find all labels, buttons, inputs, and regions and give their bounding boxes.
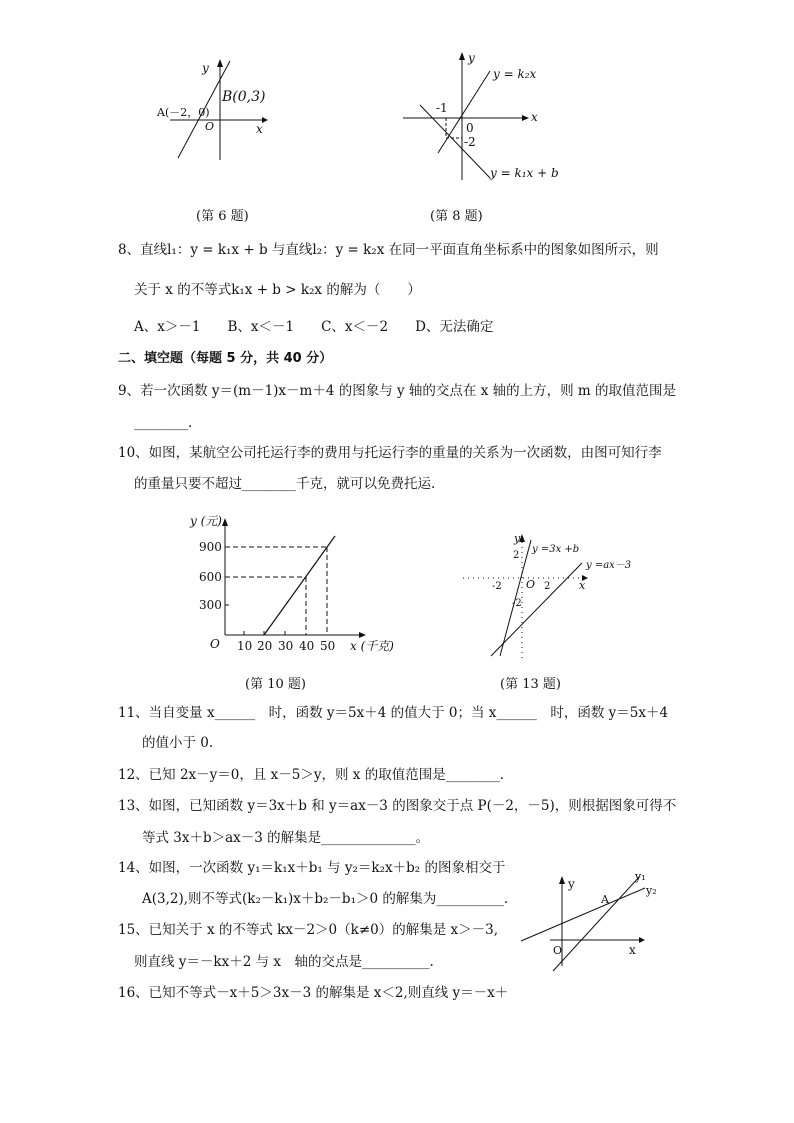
line-y1 — [553, 876, 640, 971]
figure-8 — [398, 48, 568, 188]
fig6-caption: (第 6 题) — [196, 209, 249, 224]
y-axis-arrow — [459, 52, 465, 60]
point-a-label: A — [601, 893, 609, 906]
y-label: y — [468, 51, 475, 65]
line1-label: y =3x +b — [532, 544, 580, 555]
line2-label: y =ax－3 — [586, 560, 632, 571]
x-label: x — [629, 943, 636, 957]
xtick-20: 20 — [257, 639, 273, 653]
line-k1x-b — [420, 105, 490, 178]
xtick-50: 50 — [320, 639, 336, 653]
q16-text: 16、已知不等式－x＋5＞3x－3 的解集是 x＜2,则直线 y＝－x＋ — [118, 985, 509, 1001]
y-axis-arrow — [217, 59, 223, 67]
ytick-n2: -2 — [512, 598, 522, 609]
ytick-2: 2 — [513, 550, 520, 561]
ytick-900: 900 — [199, 540, 222, 554]
ytick-600: 600 — [199, 570, 222, 584]
x-axis-label: x (千克) — [350, 639, 394, 653]
xtick-30: 30 — [278, 639, 294, 653]
q11-line1: 11、当自变量 x______ 时，函数 y＝5x＋4 的值大于 0；当 x______ 时，函数 y＝5x＋4 — [118, 705, 669, 721]
neg1-label: -1 — [436, 101, 448, 115]
line1-label: y = k₁x + b — [490, 166, 559, 180]
x-axis-arrow — [639, 937, 645, 943]
q13-line2: 等式 3x＋b＞ax－3 的解集是______________。 — [142, 830, 430, 846]
origin-label: O — [205, 120, 215, 133]
x-label: x — [531, 110, 538, 124]
x-axis-arrow — [522, 115, 529, 121]
x-label: x — [256, 122, 263, 136]
fig13-caption: (第 13 题) — [500, 677, 561, 692]
fig10-caption: (第 10 题) — [245, 677, 306, 692]
origin-label: O — [553, 944, 563, 957]
q14-line1: 14、如图，一次函数 y₁＝k₁x＋b₁ 与 y₂＝k₂x＋b₂ 的图象相交于 — [118, 860, 506, 876]
q13-line1: 13、如图，已知函数 y＝3x＋b 和 y＝ax－3 的图象交于点 P(－2，－5)，则根据图象可得不 — [118, 798, 677, 814]
y-axis-arrow — [222, 518, 228, 526]
figure-13 — [458, 528, 638, 663]
q9-line2: ________. — [134, 415, 193, 431]
q10-line2: 的重量只要不超过________千克，就可以免费托运. — [134, 476, 436, 492]
q11-line2: 的值小于 0. — [142, 735, 214, 751]
y-label: y — [514, 532, 521, 545]
point-b-label: B(0,3) — [222, 89, 266, 105]
x-label: x — [579, 579, 586, 592]
y2-label: y₂ — [646, 884, 657, 897]
q12-text: 12、已知 2x－y＝0，且 x－5＞y，则 x 的取值范围是________. — [118, 767, 504, 783]
origin-label: O — [526, 578, 536, 591]
origin-label: O — [210, 637, 220, 651]
q8-line1: 8、直线l₁：y = k₁x + b 与直线l₂：y = k₂x 在同一平面直角坐标系中的图象如图所示，则 — [118, 242, 659, 258]
neg2-label: -2 — [464, 135, 476, 149]
figure-10 — [180, 510, 400, 660]
zero-label: 0 — [466, 121, 474, 135]
q9-line1: 9、若一次函数 y＝(m－1)x－m＋4 的图象与 y 轴的交点在 x 轴的上方，则 m 的取值范围是 — [118, 383, 677, 399]
xtick-2: 2 — [544, 581, 551, 592]
point-a-label: A(－2，0) — [157, 106, 210, 119]
y-label: y — [568, 877, 575, 891]
figure-14 — [515, 866, 675, 981]
figure-6 — [150, 55, 290, 165]
xtick-10: 10 — [237, 639, 253, 653]
q8-options: A、x＞－1 B、x＜－1 C、x＜－2 D、无法确定 — [134, 319, 494, 335]
q15-line1: 15、已知关于 x 的不等式 kx－2＞0（k≠0）的解集是 x＞－3, — [118, 922, 499, 938]
y-axis-label: y (元) — [190, 514, 222, 528]
fig8-caption: (第 8 题) — [430, 209, 483, 224]
line-y2 — [521, 888, 645, 941]
line2-label: y = k₂x — [493, 67, 537, 81]
x-axis-arrow — [359, 632, 366, 638]
q8-line2: 关于 x 的不等式k₁x + b > k₂x 的解为（ ） — [134, 282, 421, 298]
y1-label: y₁ — [635, 870, 646, 883]
ytick-300: 300 — [199, 598, 222, 612]
x-axis-arrow — [262, 117, 268, 123]
fee-line — [264, 536, 335, 635]
section-2-title: 二、填空题（每题 5 分，共 40 分） — [118, 351, 333, 366]
xtick-n2: -2 — [492, 581, 502, 592]
line-ax-3 — [491, 563, 582, 656]
q10-line1: 10、如图，某航空公司托运行李的费用与托运行李的重量的关系为一次函数，由图可知行李 — [118, 445, 662, 461]
y-label: y — [202, 61, 209, 75]
q14-line2: A(3,2),则不等式(k₂－k₁)x＋b₂－b₁＞0 的解集为__________. — [142, 891, 509, 907]
y-axis-arrow — [559, 876, 565, 884]
q15-line2: 则直线 y＝－kx＋2 与 x 轴的交点是__________. — [134, 954, 434, 970]
xtick-40: 40 — [299, 639, 315, 653]
